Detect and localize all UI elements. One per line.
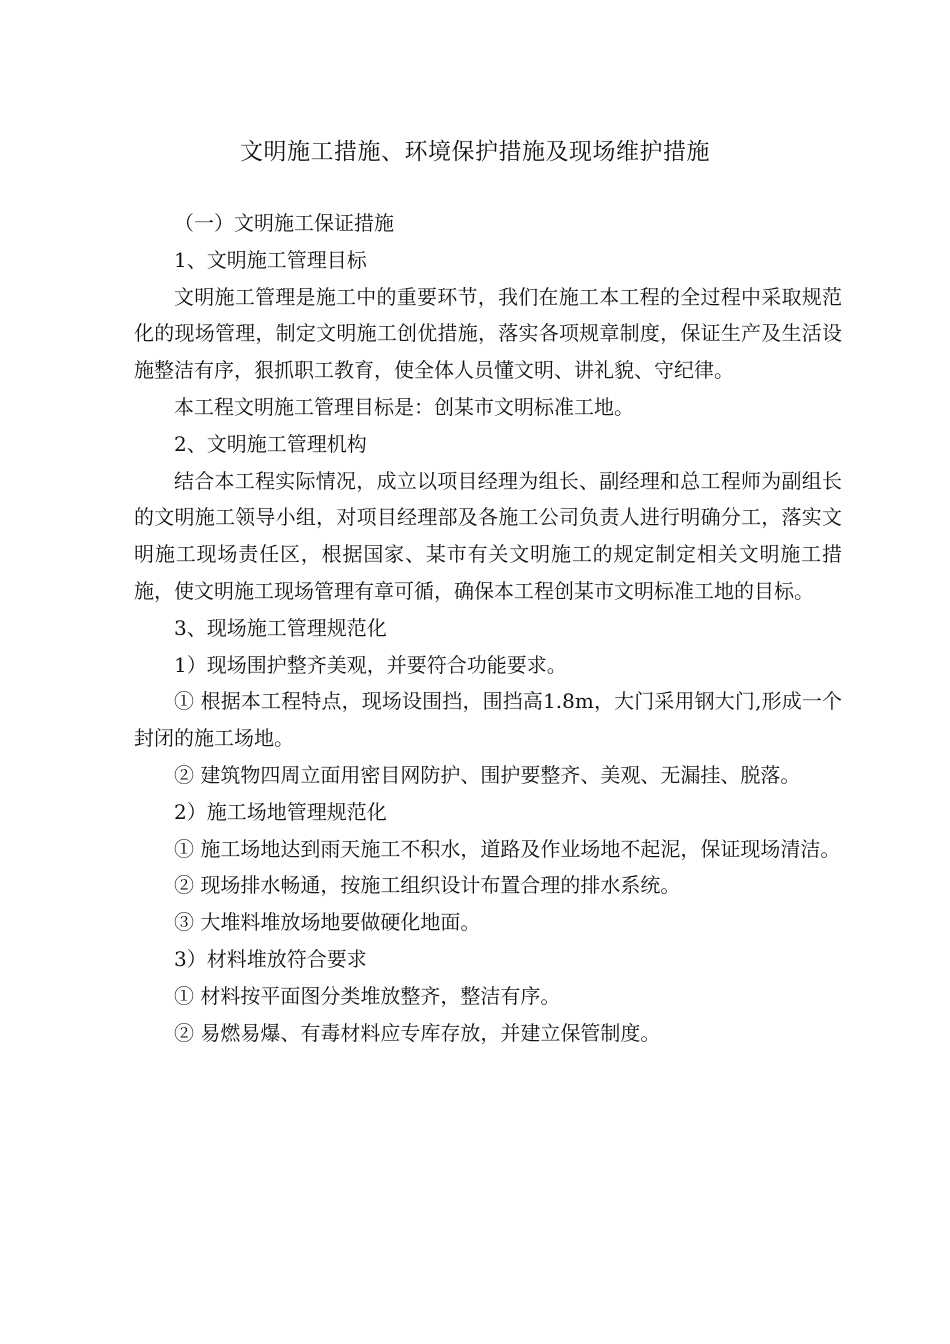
body-paragraph: 结合本工程实际情况，成立以项目经理为组长、副经理和总工程师为副组长的文明施工领导小组，对项目经理部及各施工公司负责人进行明确分工，落实文明施工现场责任区，根据国家、某市有关文明施工的规定制定相关文明施工措施，使文明施工现场管理有章可循，确保本工程创某市文明标准工地的目标。	[134, 468, 842, 603]
section-heading: （一）文明施工保证措施	[174, 211, 394, 235]
document-body	[134, 205, 842, 1051]
list-item: ① 施工场地达到雨天施工不积水，道路及作业场地不起泥，保证现场清洁。	[174, 836, 841, 861]
list-item: ② 建筑物四周立面用密目网防护、围护要整齐、美观、无漏挂、脱落。	[174, 762, 801, 787]
list-heading: 3）材料堆放符合要求	[174, 946, 367, 971]
list-item: ③ 大堆料堆放场地要做硬化地面。	[174, 910, 481, 935]
subsection-heading: 1、文明施工管理目标	[174, 247, 367, 272]
list-heading: 1）现场围护整齐美观，并要符合功能要求。	[174, 652, 567, 677]
list-item: ① 根据本工程特点，现场设围挡，围挡高1.8m，大门采用钢大门,形成一个封闭的施工场地。	[134, 689, 842, 751]
subsection-heading: 2、文明施工管理机构	[174, 431, 367, 456]
subsection-heading: 3、现场施工管理规范化	[174, 615, 387, 640]
document-title: 文明施工措施、环境保护措施及现场维护措施	[240, 139, 710, 165]
body-paragraph: 本工程文明施工管理目标是：创某市文明标准工地。	[174, 394, 634, 419]
body-paragraph: 文明施工管理是施工中的重要环节，我们在施工本工程的全过程中采取规范化的现场管理，制定文明施工创优措施，落实各项规章制度，保证生产及生活设施整洁有序，狠抓职工教育，使全体人员懂文明、讲礼貌、守纪律。	[134, 284, 842, 383]
list-item: ② 现场排水畅通，按施工组织设计布置合理的排水系统。	[174, 873, 681, 898]
list-item: ② 易燃易爆、有毒材料应专库存放，并建立保管制度。	[174, 1020, 661, 1045]
list-heading: 2）施工场地管理规范化	[174, 799, 387, 824]
list-item: ① 材料按平面图分类堆放整齐，整洁有序。	[174, 983, 561, 1008]
